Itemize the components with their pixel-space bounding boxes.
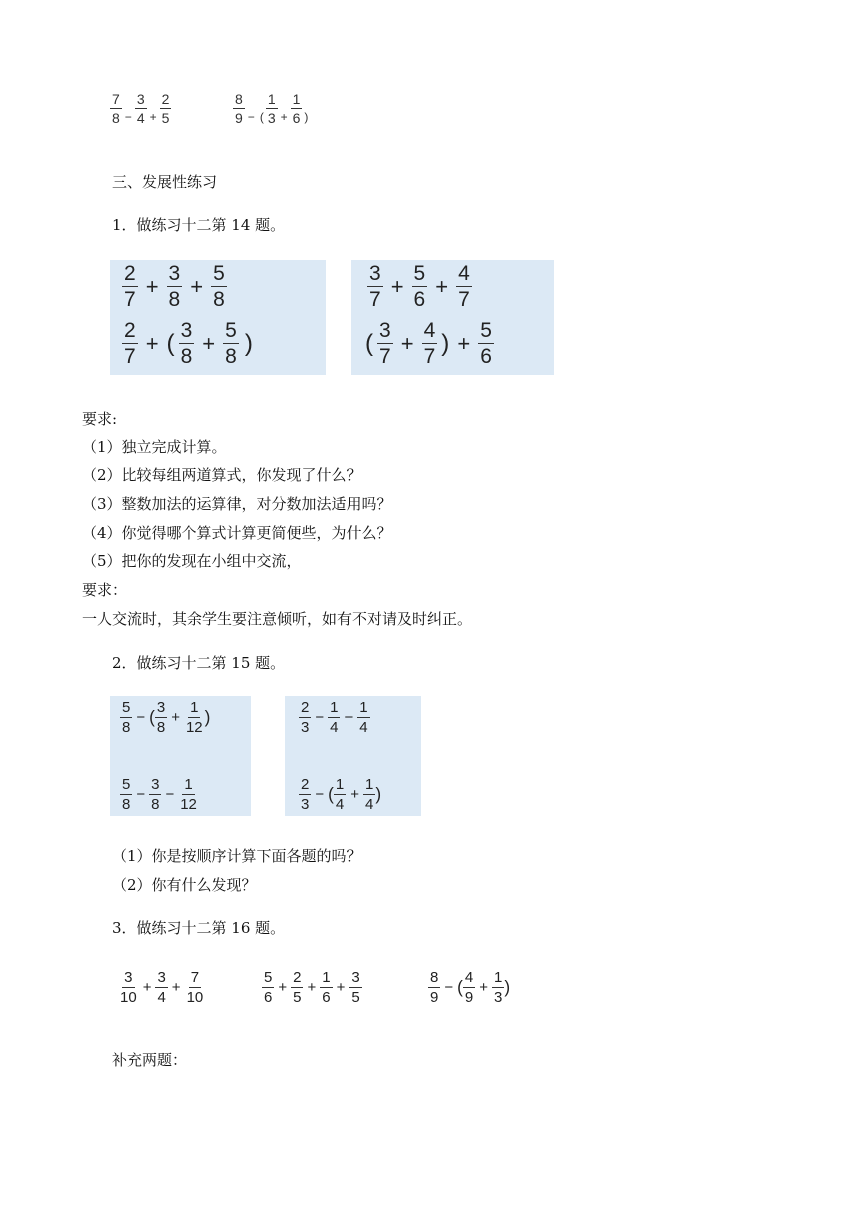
operator: − [136,709,146,726]
section-title: 三、发展性练习 [112,173,218,191]
fraction: $\frac{1}{4}$ [364,776,374,813]
operator: + [457,330,471,356]
q1-requirement-label: 要求: [82,410,118,428]
fraction: $\frac{1}{6}$ [322,969,331,1006]
fraction: $\frac{5}{8}$ [225,319,237,368]
q1-requirement-text: 一人交流时，其余学生要注意倾听，如有不对请及时纠正。 [82,610,473,628]
operator: + [280,109,288,124]
fraction: $\frac{1}{4}$ [330,699,339,736]
q2-title: 2．做练习十二第 15 题。 [112,654,286,672]
q1-box-a [110,260,326,375]
fraction: $\frac{3}{4}$ [136,91,145,126]
fraction: $\frac{1}{12}$ [180,776,197,813]
supplement-label: 补充两题： [112,1051,188,1069]
fraction: $\frac{1}{4}$ [359,699,368,736]
fraction: $\frac{1}{6}$ [292,91,301,126]
q2-box-a [110,696,251,816]
fraction: $\frac{7}{10}$ [186,969,204,1006]
q1-item-1: （1）独立完成计算。 [82,438,227,456]
paren: ( [457,977,463,997]
fraction: $\frac{1}{12}$ [185,699,203,736]
fraction: $\frac{3}{5}$ [351,969,360,1006]
q2-item-1: （1）你是按顺序计算下面各题的吗？ [112,847,362,865]
fraction: $\frac{4}{9}$ [464,969,474,1006]
operator: + [350,786,359,803]
operator: + [336,979,346,996]
fraction: $\frac{3}{7}$ [379,319,391,368]
fraction: $\frac{3}{8}$ [168,262,181,311]
q1-requirement-label-2: 要求： [82,581,128,599]
expression-top-b [233,92,310,125]
operator: − [444,979,454,996]
q1-title: 1．做练习十二第 14 题。 [112,216,286,234]
fraction: $\frac{8}{9}$ [430,969,439,1006]
fraction: $\frac{7}{8}$ [112,91,120,126]
paren: ) [204,707,211,727]
operator: + [278,979,288,996]
operator: + [390,273,404,299]
q1-box-a-row1 [122,263,227,310]
fraction: $\frac{3}{10}$ [120,969,137,1006]
operator: − [247,109,255,124]
fraction: $\frac{3}{8}$ [151,776,160,813]
q1-box-b-row2 [365,320,494,367]
paren: ) [244,329,253,357]
expression-top-a [110,92,171,125]
q2-item-2: （2）你有什么发现？ [112,876,257,894]
paren: ) [441,329,450,357]
q2-box-b [285,696,421,816]
fraction: $\frac{2}{7}$ [124,319,136,368]
operator: + [145,330,159,356]
fraction: $\frac{2}{7}$ [124,262,136,311]
operator: − [315,709,325,726]
fraction: $\frac{5}{8}$ [213,262,225,311]
fraction: $\frac{8}{9}$ [235,91,243,126]
q2-box-b-row1 [299,700,370,735]
fraction: $\frac{2}{5}$ [293,969,302,1006]
q3-expression-3 [428,970,510,1005]
operator: + [149,109,157,124]
fraction: $\frac{2}{3}$ [301,699,310,736]
fraction: $\frac{5}{6}$ [480,319,492,368]
q3-expression-2 [262,970,362,1005]
fraction: $\frac{2}{3}$ [301,776,310,813]
fraction: $\frac{5}{6}$ [413,262,426,311]
q1-item-3: （3）整数加法的运算律，对分数加法适用吗？ [82,495,392,513]
fraction: $\frac{5}{6}$ [264,969,273,1006]
paren: ) [304,109,309,124]
fraction: $\frac{5}{8}$ [122,699,131,736]
fraction: $\frac{5}{8}$ [122,776,131,813]
q3-title: 3．做练习十二第 16 题。 [112,919,286,937]
operator: + [202,330,216,356]
q1-box-a-row2 [122,320,253,367]
fraction: $\frac{4}{7}$ [423,319,436,368]
paren: ( [365,329,374,357]
operator: − [344,709,354,726]
operator: + [171,709,180,726]
operator: + [435,273,449,299]
operator: + [307,979,317,996]
operator: − [315,786,325,803]
fraction: $\frac{1}{3}$ [493,969,503,1006]
operator: + [142,979,152,996]
fraction: $\frac{1}{3}$ [267,91,276,126]
paren: ) [504,977,511,997]
q1-item-4: （4）你觉得哪个算式计算更简便些，为什么？ [82,524,392,542]
fraction: $\frac{4}{7}$ [458,262,470,311]
q1-box-b [351,260,554,375]
operator: + [479,979,488,996]
q1-box-b-row1 [367,263,472,310]
operator: − [136,786,146,803]
paren: ( [328,784,334,804]
operator: + [171,979,181,996]
operator: + [190,273,204,299]
q3-expression-1 [118,970,205,1005]
fraction: $\frac{3}{4}$ [157,969,166,1006]
q2-box-a-row1 [120,700,210,735]
fraction: $\frac{3}{8}$ [156,699,166,736]
operator: − [165,786,175,803]
fraction: $\frac{3}{8}$ [180,319,193,368]
operator: − [124,109,132,124]
paren: ( [259,109,264,124]
paren: ) [375,784,382,804]
paren: ( [149,707,155,727]
q2-box-b-row2 [299,777,381,812]
operator: + [145,273,159,299]
fraction: $\frac{1}{4}$ [335,776,345,813]
paren: ( [166,329,175,357]
operator: + [400,330,414,356]
q1-item-5: （5）把你的发现在小组中交流， [82,552,302,570]
fraction: $\frac{2}{5}$ [161,91,170,126]
q2-box-a-row2 [120,777,199,812]
q1-item-2: （2）比较每组两道算式，你发现了什么？ [82,466,362,484]
fraction: $\frac{3}{7}$ [369,262,381,311]
